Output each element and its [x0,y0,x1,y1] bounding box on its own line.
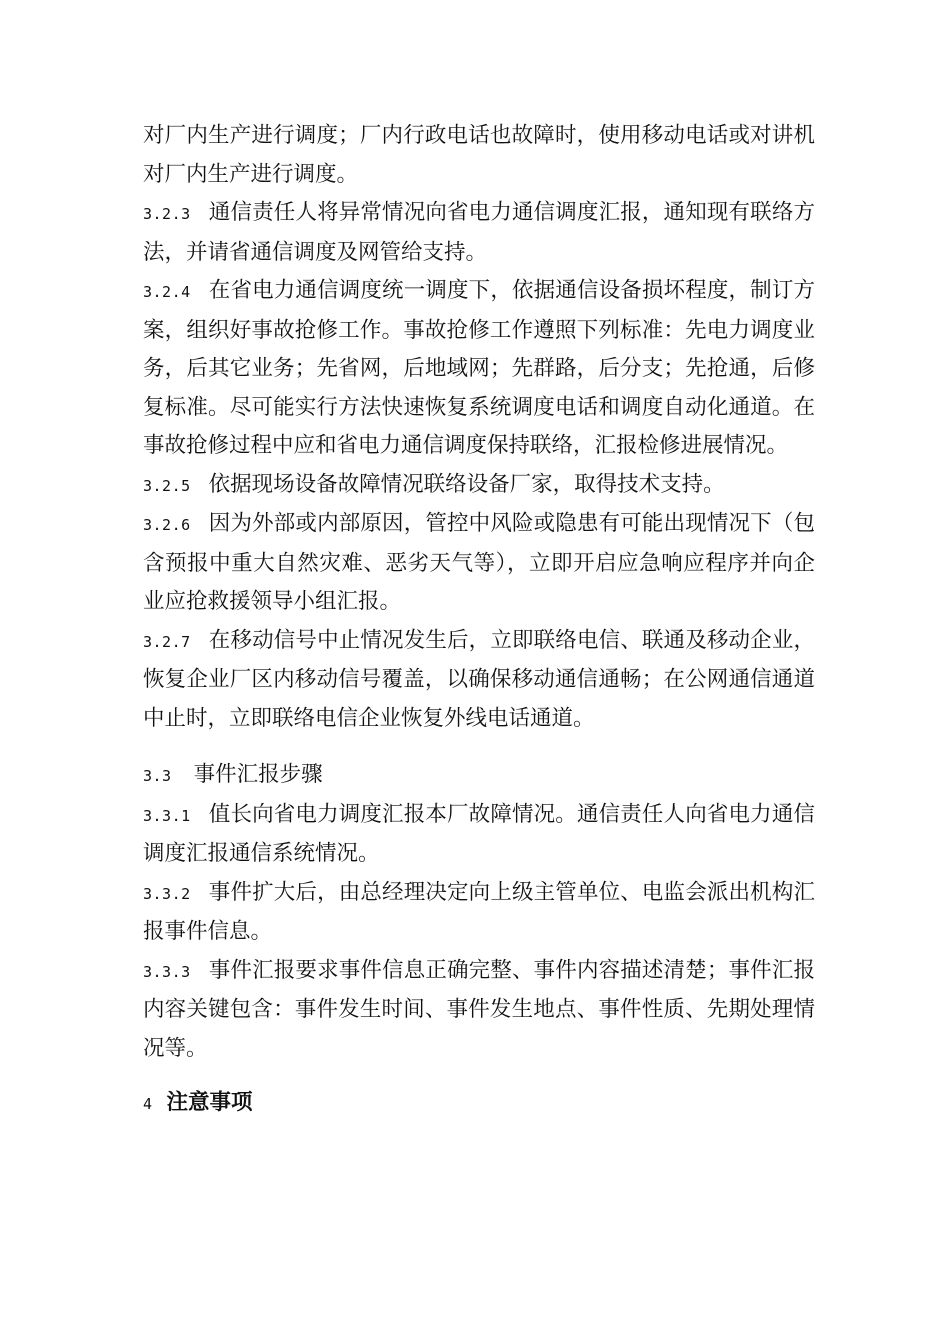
clause-number: 3.3.3 [143,962,191,981]
paragraph-text: 值长向省电力调度汇报本厂故障情况。通信责任人向省电力通信调度汇报通信系统情况。 [143,801,815,866]
paragraph-text: 依据现场设备故障情况联络设备厂家，取得技术支持。 [208,471,725,497]
paragraph-3-3-1 [143,796,815,874]
paragraph-3-2-5 [143,466,815,506]
clause-number: 3.3.2 [143,884,191,903]
clause-number: 3.2.5 [143,476,191,495]
section-number: 3.3 [143,767,172,785]
clause-number: 3.3.1 [143,806,191,825]
section-title: 注意事项 [166,1090,253,1115]
paragraph-text: 在移动信号中止情况发生后，立即联络电信、联通及移动企业，恢复企业厂区内移动信号覆盖，以确保移动通信通畅；在公网通信通道中止时，立即联络电信企业恢复外线电话通道。 [143,627,815,731]
clause-number: 3.2.3 [143,205,191,223]
paragraph-text: 通信责任人将异常情况向省电力通信调度汇报，通知现有联络方法，并请省通信调度及网管给支持。 [143,200,815,265]
paragraph-continuation [143,117,815,194]
document-page [143,117,815,1145]
section-heading-3-3 [143,756,815,796]
clause-number: 3.2.4 [143,283,191,301]
section-number: 4 [143,1095,153,1113]
paragraph-3-2-7 [143,622,815,739]
section-heading-4 [143,1084,815,1124]
clause-number: 3.2.6 [143,516,191,534]
paragraph-3-2-3 [143,194,815,272]
paragraph-text: 对厂内生产进行调度；厂内行政电话也故障时，使用移动电话或对讲机对厂内生产进行调度。 [143,123,815,187]
paragraph-text: 因为外部或内部原因，管控中风险或隐患有可能出现情况下（包含预报中重大自然灾难、恶劣天气等），立即开启应急响应程序并向企业应抢救援领导小组汇报。 [143,511,815,614]
paragraph-3-2-4 [143,272,815,466]
clause-number: 3.2.7 [143,632,191,651]
paragraph-3-2-6 [143,505,815,622]
paragraph-text: 事件汇报要求事件信息正确完整、事件内容描述清楚；事件汇报内容关键包含：事件发生时间、事件发生地点、事件性质、先期处理情况等。 [143,957,815,1061]
paragraph-3-3-3 [143,952,815,1069]
paragraph-3-3-2 [143,874,815,952]
paragraph-text: 事件扩大后，由总经理决定向上级主管单位、电监会派出机构汇报事件信息。 [143,879,815,944]
section-title: 事件汇报步骤 [193,762,323,787]
paragraph-text: 在省电力通信调度统一调度下，依据通信设备损坏程度，制订方案，组织好事故抢修工作。事故抢修工作遵照下列标准：先电力调度业务，后其它业务；先省网，后地域网；先群路，后分支；先抢通，后修复标准。尽可能实行方法快速恢复系统调度电话和调度自动化通道。在事故抢修过程中应和省电力通信调度保持联络，汇报检修进展情况。 [143,278,815,458]
